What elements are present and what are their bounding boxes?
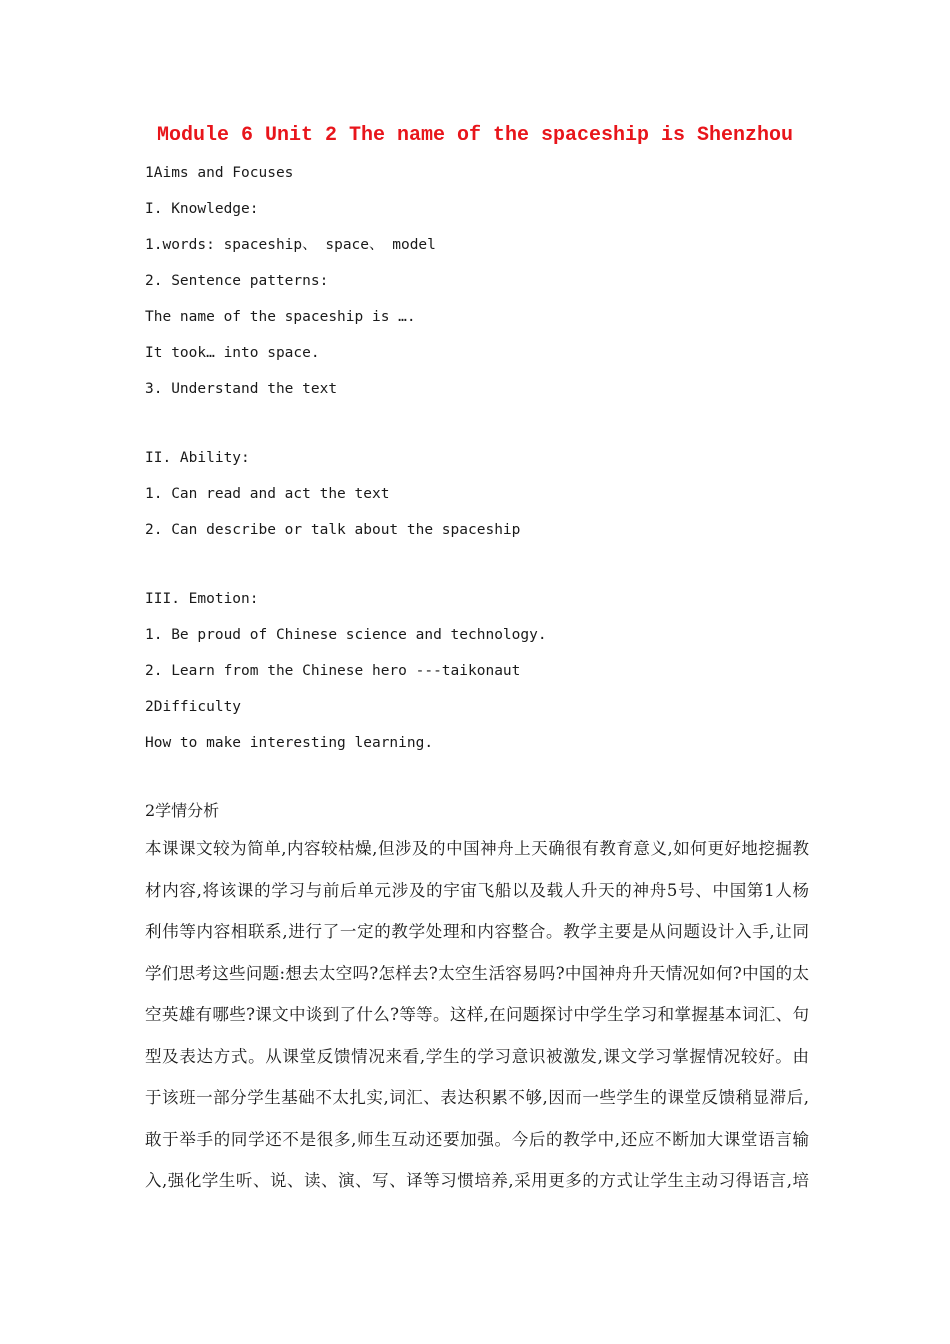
difficulty-line: How to make interesting learning. [145, 735, 434, 751]
paragraph-row: 利伟等内容相联系,进行了一定的教学处理和内容整合。教学主要是从问题设计入手,让同 [145, 922, 809, 941]
document-title: Module 6 Unit 2 The name of the spaceship is Shenzhou [156, 124, 794, 147]
analysis-heading: 2学情分析 [145, 801, 220, 820]
sentence-patterns-heading: 2. Sentence patterns: [145, 273, 329, 289]
paragraph-row: 于该班一部分学生基础不太扎实,词汇、表达积累不够,因而一些学生的课堂反馈稍显滞后, [145, 1088, 809, 1107]
emotion-item-2: 2. Learn from the Chinese hero ---taikonaut [145, 663, 521, 679]
paragraph-row: 型及表达方式。从课堂反馈情况来看,学生的学习意识被激发,课文学习掌握情况较好。由 [145, 1046, 809, 1066]
paragraph-row: 敢于举手的同学还不是很多,师生互动还要加强。今后的教学中,还应不断加大课堂语言输 [145, 1129, 809, 1149]
difficulty-heading: 2Difficulty [145, 699, 242, 715]
knowledge-heading: I. Knowledge: [145, 201, 259, 217]
paragraph-row: 入,强化学生听、说、读、演、写、译等习惯培养,采用更多的方式让学生主动习得语言,培 [145, 1171, 809, 1190]
paragraph-row: 空英雄有哪些?课文中谈到了什么?等等。这样,在问题探讨中学生学习和掌握基本词汇、句 [145, 1005, 809, 1024]
understand-text-line: 3. Understand the text [145, 381, 338, 397]
section-aims-heading: 1Aims and Focuses [145, 165, 294, 181]
words-line: 1.words: spaceship、 space、 model [145, 237, 436, 253]
sentence-pattern-1: The name of the spaceship is …. [145, 309, 416, 325]
analysis-paragraph [145, 828, 809, 1202]
paragraph-row: 本课课文较为简单,内容较枯燥,但涉及的中国神舟上天确很有教育意义,如何更好地挖掘教 [145, 839, 809, 858]
ability-heading: II. Ability: [145, 450, 250, 466]
sentence-pattern-2: It took… into space. [145, 345, 320, 361]
emotion-heading: III. Emotion: [145, 591, 259, 607]
ability-item-2: 2. Can describe or talk about the spaceship [145, 522, 521, 538]
paragraph-row: 材内容,将该课的学习与前后单元涉及的宇宙飞船以及载人升天的神舟5号、中国第1人杨 [145, 880, 809, 900]
paragraph-row: 学们思考这些问题:想去太空吗?怎样去?太空生活容易吗?中国神舟升天情况如何?中国的太 [145, 963, 809, 983]
emotion-item-1: 1. Be proud of Chinese science and technology. [145, 627, 547, 643]
ability-item-1: 1. Can read and act the text [145, 486, 390, 502]
